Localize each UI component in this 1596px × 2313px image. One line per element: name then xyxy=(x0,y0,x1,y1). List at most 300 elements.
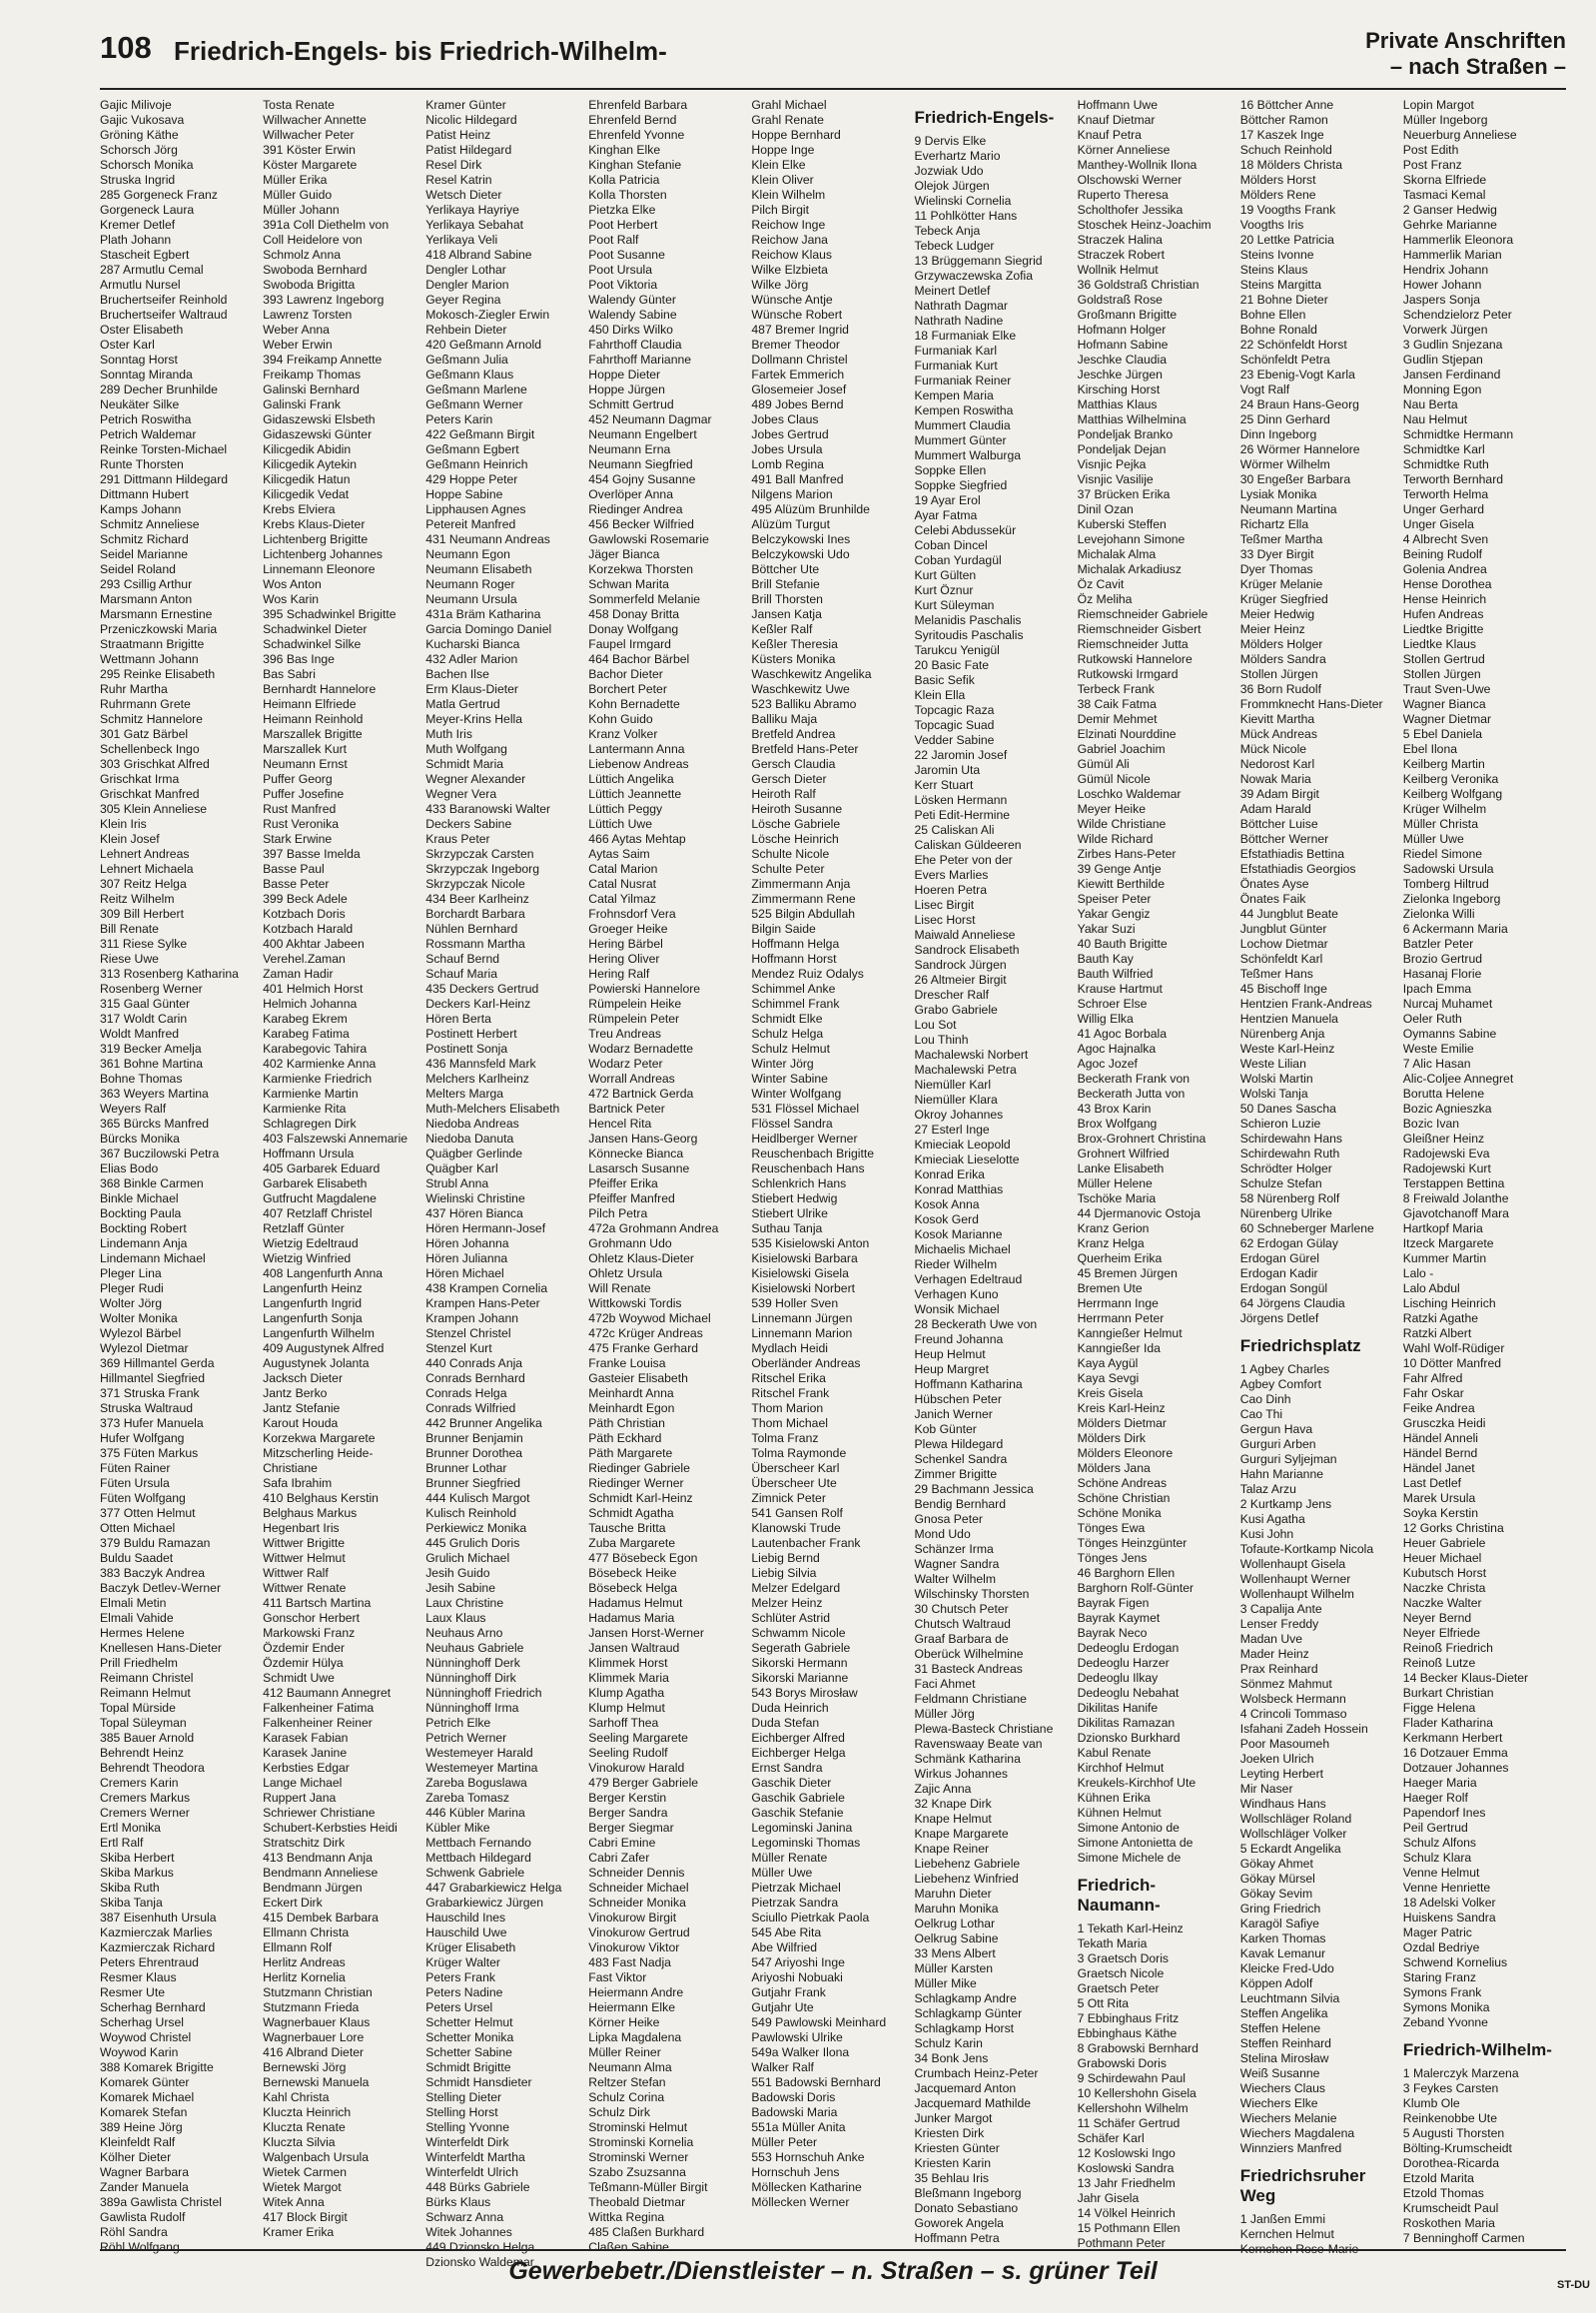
resident-entry: Graetsch Peter xyxy=(1077,1981,1160,1995)
resident-entry: Winnziers Manfred xyxy=(1239,2141,1342,2155)
resident-entry: Woywod Christel xyxy=(100,2030,192,2044)
resident-entry: 40 Bauth Brigitte xyxy=(1077,937,1168,951)
resident-entry: Geßmann Marlene xyxy=(425,383,527,396)
resident-entry: Soppke Ellen xyxy=(914,463,987,477)
resident-entry: Wollenhaupt Gisela xyxy=(1239,1557,1346,1571)
resident-entry: Nathrath Dagmar xyxy=(914,299,1008,313)
resident-entry: Liebenow Andreas xyxy=(588,757,689,771)
resident-entry: Lüttich Angelika xyxy=(588,772,674,786)
resident-entry: Karagöl Safiye xyxy=(1239,1917,1319,1930)
resident-entry: Seidel Roland xyxy=(100,562,176,576)
resident-entry: Adam Harald xyxy=(1239,802,1311,816)
resident-entry: Vorwerk Jürgen xyxy=(1402,323,1488,337)
resident-entry: Tofaute-Kortkamp Nicola xyxy=(1239,1542,1374,1556)
resident-entry: Schetter Helmut xyxy=(425,2015,513,2029)
resident-entry: 10 Kellershohn Gisela xyxy=(1077,2086,1197,2100)
resident-entry: Schmidt Karl-Heinz xyxy=(588,1491,693,1505)
resident-entry: 33 Mens Albert xyxy=(914,1946,996,1960)
resident-entry: Reltzer Stefan xyxy=(588,2075,666,2089)
resident-entry: 60 Schneberger Marlene xyxy=(1239,1221,1374,1235)
resident-entry: Krüger Siegfried xyxy=(1239,592,1328,606)
resident-entry: Schulze Stefan xyxy=(1239,1176,1322,1190)
resident-entry: 2 Kurtkamp Jens xyxy=(1239,1497,1332,1511)
resident-entry: Demir Mehmet xyxy=(1077,712,1158,726)
resident-entry: 393 Lawrenz Ingeborg xyxy=(263,293,385,307)
resident-entry: 400 Akhtar Jabeen xyxy=(263,937,365,951)
resident-entry: Küsters Monika xyxy=(751,652,836,666)
resident-entry: Lange Michael xyxy=(263,1776,343,1790)
resident-entry: Lindemann Anja xyxy=(100,1236,188,1250)
resident-entry: Burkart Christian xyxy=(1402,1686,1494,1700)
resident-entry: Kluczta Heinrich xyxy=(263,2105,352,2119)
resident-entry: Schetter Sabine xyxy=(425,2045,512,2059)
resident-entry: Nedorost Karl xyxy=(1239,757,1315,771)
resident-entry: Neumann Erna xyxy=(588,442,671,456)
resident-entry: Rümpelein Peter xyxy=(588,1012,680,1026)
resident-entry: Hering Oliver xyxy=(588,952,660,966)
resident-entry: Lautenbacher Frank xyxy=(751,1536,861,1550)
resident-entry: Ipach Emma xyxy=(1402,982,1472,996)
resident-entry: 7 Ebbinghaus Fritz xyxy=(1077,2011,1180,2025)
resident-entry: 436 Mannsfeld Mark xyxy=(425,1057,536,1071)
resident-entry: Schulte Nicole xyxy=(751,847,830,861)
resident-entry: Lüttich Peggy xyxy=(588,802,663,816)
resident-entry: Rust Veronika xyxy=(263,817,339,831)
resident-entry: Terworth Bernhard xyxy=(1402,472,1504,486)
resident-entry: Richartz Ella xyxy=(1239,517,1309,531)
resident-entry: Dittmann Hubert xyxy=(100,487,189,501)
resident-entry: Bockting Robert xyxy=(100,1221,187,1235)
resident-entry: Kavak Lemanur xyxy=(1239,1946,1326,1960)
resident-entry: 24 Braun Hans-Georg xyxy=(1239,397,1359,411)
resident-entry: Bohne Ronald xyxy=(1239,323,1317,337)
resident-entry: 39 Adam Birgit xyxy=(1239,787,1319,801)
resident-entry: Herlitz Kornelia xyxy=(263,1970,346,1984)
resident-entry: Lehnert Andreas xyxy=(100,847,190,861)
resident-entry: Teßmer Martha xyxy=(1239,532,1323,546)
resident-entry: 422 Geßmann Birgit xyxy=(425,427,535,441)
resident-entry: Lasarsch Susanne xyxy=(588,1161,690,1175)
resident-entry: Neukäter Silke xyxy=(100,397,180,411)
resident-entry: Efstathiadis Georgios xyxy=(1239,862,1356,876)
resident-entry: Goldstraß Rose xyxy=(1077,293,1163,307)
resident-entry: Schulz Dirk xyxy=(588,2105,650,2119)
resident-entry: Schlenkrich Hans xyxy=(751,1176,847,1190)
resident-entry: Garcia Domingo Daniel xyxy=(425,622,552,636)
resident-entry: Peters Karin xyxy=(425,412,493,426)
resident-entry: Bölting-Krumscheidt xyxy=(1402,2141,1512,2155)
resident-entry: Tolma Franz xyxy=(751,1431,819,1445)
resident-entry: 437 Hören Bianca xyxy=(425,1206,523,1220)
resident-entry: 7 Alic Hasan xyxy=(1402,1057,1471,1071)
resident-entry: Oster Karl xyxy=(100,338,155,352)
resident-entry: Levejohann Simone xyxy=(1077,532,1186,546)
resident-entry: 43 Brox Karin xyxy=(1077,1102,1152,1116)
resident-entry: Soyka Kerstin xyxy=(1402,1506,1478,1520)
resident-entry: Nicolic Hildegard xyxy=(425,113,517,127)
street-heading: Friedrich-Engels- xyxy=(914,108,1055,127)
resident-entry: 5 Augusti Thorsten xyxy=(1402,2126,1505,2140)
resident-entry: Caliskan Güldeeren xyxy=(914,838,1022,852)
resident-entry: Müller Reiner xyxy=(588,2045,661,2059)
resident-entry: 454 Gojny Susanne xyxy=(588,472,696,486)
resident-entry: 389 Heine Jörg xyxy=(100,2120,183,2134)
resident-entry: Großmann Brigitte xyxy=(1077,308,1178,322)
resident-entry: Kempen Maria xyxy=(914,388,994,402)
resident-entry: Gabriel Joachim xyxy=(1077,742,1166,756)
resident-entry: Batzler Peter xyxy=(1402,937,1474,951)
resident-entry: Duda Heinrich xyxy=(751,1701,829,1715)
resident-entry: Marszallek Kurt xyxy=(263,742,348,756)
resident-entry: Kaya Sevgi xyxy=(1077,1371,1140,1385)
resident-entry: Zander Manuela xyxy=(100,2180,189,2194)
resident-entry: Karabeg Ekrem xyxy=(263,1012,348,1026)
resident-entry: Bösebeck Heike xyxy=(588,1566,677,1580)
resident-entry: Brox Wolfgang xyxy=(1077,1117,1158,1131)
resident-entry: Wollschläger Roland xyxy=(1239,1812,1352,1826)
resident-entry: 38 Caik Fatma xyxy=(1077,697,1157,711)
resident-entry: Helmich Johanna xyxy=(263,997,358,1011)
resident-entry: Krebs Klaus-Dieter xyxy=(263,517,366,531)
resident-entry: Teßmer Hans xyxy=(1239,967,1313,981)
resident-entry: Faci Ahmet xyxy=(914,1677,976,1691)
resident-entry: Lichtenberg Johannes xyxy=(263,547,384,561)
resident-entry: Weiß Susanne xyxy=(1239,2066,1320,2080)
resident-entry: Jansen Waltraud xyxy=(588,1641,680,1655)
resident-entry: Claßen Sabine xyxy=(588,2240,669,2254)
resident-entry: Grabarkiewicz Jürgen xyxy=(425,1896,544,1910)
resident-entry: Schubert-Kerbsties Heidi xyxy=(263,1821,398,1835)
resident-entry: Rosenberg Werner xyxy=(100,982,203,996)
resident-entry: Jansen Katja xyxy=(751,607,822,621)
resident-entry: Leyting Herbert xyxy=(1239,1767,1324,1781)
resident-entry: Müller Ingeborg xyxy=(1402,113,1488,127)
resident-entry: Ohletz Ursula xyxy=(588,1266,663,1280)
resident-entry: Bayrak Kaymet xyxy=(1077,1611,1161,1625)
resident-entry: Laux Klaus xyxy=(425,1611,486,1625)
resident-entry: Tebeck Anja xyxy=(914,224,981,238)
resident-entry: 18 Adelski Volker xyxy=(1402,1896,1496,1910)
resident-entry: Wagnerbauer Klaus xyxy=(263,2015,371,2029)
resident-entry: Dikilitas Ramazan xyxy=(1077,1716,1176,1730)
resident-entry: 383 Baczyk Andrea xyxy=(100,1566,206,1580)
resident-entry: Wiechers Magdalena xyxy=(1239,2126,1355,2140)
resident-entry: Stelling Dieter xyxy=(425,2090,502,2104)
resident-entry: Tasmaci Kemal xyxy=(1402,188,1486,202)
resident-entry: Kilicgedik Aytekin xyxy=(263,457,358,471)
directory-columns xyxy=(100,98,1566,2269)
resident-entry: Böttcher Luise xyxy=(1239,817,1318,831)
resident-entry: Yerlikaya Sebahat xyxy=(425,218,523,232)
resident-entry: Berger Siegmar xyxy=(588,1821,674,1835)
resident-entry: Steffen Angelika xyxy=(1239,2006,1328,2020)
resident-entry: Gröning Käthe xyxy=(100,128,179,142)
resident-entry: Schulz Helga xyxy=(751,1027,824,1041)
resident-entry: Haeger Maria xyxy=(1402,1776,1477,1790)
resident-entry: Westemeyer Harald xyxy=(425,1746,533,1760)
resident-entry: Gehrke Marianne xyxy=(1402,218,1497,232)
resident-entry: Lou Sot xyxy=(914,1018,957,1032)
resident-entry: Agbey Comfort xyxy=(1239,1377,1321,1391)
resident-entry: Hornschuh Jens xyxy=(751,2165,840,2179)
resident-entry: Schendzielorz Peter xyxy=(1402,308,1512,322)
resident-entry: Mummert Günter xyxy=(914,433,1007,447)
resident-entry: Faupel Irmgard xyxy=(588,637,671,651)
resident-entry: Ehrenfeld Yvonne xyxy=(588,128,685,142)
resident-entry: Syritoudis Paschalis xyxy=(914,628,1024,642)
resident-entry: Wietzig Winfried xyxy=(263,1251,352,1265)
resident-entry: Schäfer Karl xyxy=(1077,2131,1145,2145)
resident-entry: Agoc Jozef xyxy=(1077,1057,1138,1071)
resident-entry: Kriesten Günter xyxy=(914,2141,1000,2155)
resident-entry: Alüzüm Turgut xyxy=(751,517,830,531)
resident-entry: Yerlikaya Hayriye xyxy=(425,203,519,217)
resident-entry: Reinkenobbe Ute xyxy=(1402,2111,1497,2125)
resident-entry: Schöne Christian xyxy=(1077,1491,1171,1505)
resident-entry: Pawlowski Ulrike xyxy=(751,2030,843,2044)
resident-entry: 317 Woldt Carin xyxy=(100,1012,188,1026)
resident-entry: 45 Bischoff Inge xyxy=(1239,982,1327,996)
resident-entry: Dikilitas Hanife xyxy=(1077,1701,1159,1715)
page-footer: Gewerbebetr./Dienstleister – n. Straßen – s. grüner Teil xyxy=(100,2249,1566,2295)
resident-entry: Herrmann Peter xyxy=(1077,1311,1165,1325)
resident-entry: Furmaniak Reiner xyxy=(914,374,1012,387)
resident-entry: Kisielowski Barbara xyxy=(751,1251,858,1265)
resident-entry: 420 Geßmann Arnold xyxy=(425,338,542,352)
resident-entry: Kmieciak Leopold xyxy=(914,1138,1011,1152)
resident-entry: Weber Erwin xyxy=(263,338,333,352)
resident-entry: Cremers Werner xyxy=(100,1806,190,1820)
resident-entry: 25 Caliskan Ali xyxy=(914,823,995,837)
resident-entry: Teßmann-Müller Birgit xyxy=(588,2180,708,2194)
resident-entry: Geyer Regina xyxy=(425,293,501,307)
resident-entry: Langenfurth Heinz xyxy=(263,1281,363,1295)
resident-entry: Langenfurth Ingrid xyxy=(263,1296,363,1310)
resident-entry: Geßmann Julia xyxy=(425,353,508,367)
resident-entry: 491 Ball Manfred xyxy=(751,472,844,486)
resident-entry: Pleger Lina xyxy=(100,1266,162,1280)
resident-entry: Mölders Jana xyxy=(1077,1461,1151,1475)
resident-entry: Hendrix Johann xyxy=(1402,263,1489,277)
resident-entry: Berger Sandra xyxy=(588,1806,668,1820)
resident-entry: Erdogan Kadir xyxy=(1239,1266,1318,1280)
resident-entry: Bockting Paula xyxy=(100,1206,182,1220)
resident-entry: Petrich Roswitha xyxy=(100,412,192,426)
resident-entry: Coban Yurdagül xyxy=(914,553,1002,567)
resident-entry: 36 Goldstraß Christian xyxy=(1077,278,1199,292)
resident-entry: Weste Emilie xyxy=(1402,1042,1474,1056)
resident-entry: Wylezol Dietmar xyxy=(100,1341,189,1355)
resident-entry: Möllecken Werner xyxy=(751,2195,850,2209)
resident-entry: Catal Yilmaz xyxy=(588,892,657,906)
resident-entry: Schneider Monika xyxy=(588,1896,686,1910)
resident-entry: Venne Henriette xyxy=(1402,1881,1491,1895)
resident-entry: Kreis Karl-Heinz xyxy=(1077,1401,1166,1415)
resident-entry: 36 Born Rudolf xyxy=(1239,682,1321,696)
resident-entry: Kurt Gülten xyxy=(914,568,977,582)
resident-entry: Wollnik Helmut xyxy=(1077,263,1159,277)
resident-entry: Kremer Detlef xyxy=(100,218,176,232)
resident-entry: Riedel Simone xyxy=(1402,847,1483,861)
resident-entry: Schänzer Irma xyxy=(914,1542,994,1556)
resident-entry: Müller Uwe xyxy=(1402,832,1464,846)
resident-entry: Knape Reiner xyxy=(914,1842,990,1856)
resident-entry: Conrads Helga xyxy=(425,1386,507,1400)
resident-entry: Schlagkamp Horst xyxy=(914,2021,1015,2035)
resident-entry: Muth Iris xyxy=(425,727,472,741)
resident-entry: Willig Elka xyxy=(1077,1012,1134,1026)
resident-entry: Oelkrug Sabine xyxy=(914,1931,999,1945)
resident-entry: 26 Wörmer Hannelore xyxy=(1239,442,1360,456)
resident-entry: Mendez Ruiz Odalys xyxy=(751,967,864,981)
resident-entry: Kirchhof Helmut xyxy=(1077,1761,1165,1775)
resident-entry: 429 Hoppe Peter xyxy=(425,472,518,486)
resident-entry: Galinski Frank xyxy=(263,397,341,411)
resident-entry: Zimmermann Rene xyxy=(751,892,856,906)
resident-entry: Mokosch-Ziegler Erwin xyxy=(425,308,550,322)
resident-entry: Hören Michael xyxy=(425,1266,504,1280)
resident-entry: Korzekwa Thorsten xyxy=(588,562,694,576)
resident-entry: Belghaus Markus xyxy=(263,1506,358,1520)
resident-entry: Weste Lilian xyxy=(1239,1057,1306,1071)
resident-entry: Frommknecht Hans-Dieter xyxy=(1239,697,1383,711)
resident-entry: Wietek Carmen xyxy=(263,2165,348,2179)
resident-entry: Müller Erika xyxy=(263,173,328,187)
resident-entry: Conrads Bernhard xyxy=(425,1371,525,1385)
resident-entry: 444 Kulisch Margot xyxy=(425,1491,530,1505)
resident-entry: Kilicgedik Abidin xyxy=(263,442,352,456)
resident-entry: Kummer Martin xyxy=(1402,1251,1487,1265)
resident-entry: 472a Grohmann Andrea xyxy=(588,1221,719,1235)
resident-entry: 433 Baranowski Walter xyxy=(425,802,551,816)
resident-entry: Evers Marlies xyxy=(914,868,989,882)
resident-entry: Maruhn Monika xyxy=(914,1902,999,1916)
resident-entry: Erdogan Gürel xyxy=(1239,1251,1319,1265)
resident-entry: 450 Dirks Wilko xyxy=(588,323,673,337)
resident-entry: Mück Andreas xyxy=(1239,727,1317,741)
resident-entry: Radojewski Kurt xyxy=(1402,1161,1491,1175)
resident-entry: Kubutsch Horst xyxy=(1402,1566,1487,1580)
resident-entry: Bohne Thomas xyxy=(100,1072,183,1086)
resident-entry: Fahr Alfred xyxy=(1402,1371,1463,1385)
resident-entry: Tönges Jens xyxy=(1077,1551,1148,1565)
resident-entry: Barghorn Rolf-Günter xyxy=(1077,1581,1195,1595)
resident-entry: Vinokurow Viktor xyxy=(588,1940,680,1954)
resident-entry: Simone Antonio de xyxy=(1077,1821,1180,1835)
resident-entry: Kazmierczak Richard xyxy=(100,1940,216,1954)
resident-entry: Straczek Halina xyxy=(1077,233,1163,247)
resident-entry: 18 Furmaniak Elke xyxy=(914,329,1017,343)
resident-entry: Plath Johann xyxy=(100,233,172,247)
resident-entry: 37 Brücken Erika xyxy=(1077,487,1171,501)
resident-entry: Erm Klaus-Dieter xyxy=(425,682,518,696)
resident-entry: 391 Köster Erwin xyxy=(263,143,356,157)
resident-entry: Bartnick Peter xyxy=(588,1102,665,1116)
resident-entry: Stelling Horst xyxy=(425,2105,498,2119)
resident-entry: Kreis Gisela xyxy=(1077,1386,1144,1400)
resident-entry: Skiba Tanja xyxy=(100,1896,163,1910)
resident-entry: Kotzbach Harald xyxy=(263,922,354,936)
resident-entry: Schadwinkel Silke xyxy=(263,637,362,651)
resident-entry: Visnjic Vasilije xyxy=(1077,472,1154,486)
resident-entry: Kriesten Karin xyxy=(914,2156,992,2170)
resident-entry: 307 Reitz Helga xyxy=(100,877,187,891)
resident-entry: Karout Houda xyxy=(263,1416,339,1430)
resident-entry: 363 Weyers Martina xyxy=(100,1087,209,1101)
resident-entry: Glosemeier Josef xyxy=(751,383,847,396)
resident-entry: 58 Nürenberg Rolf xyxy=(1239,1191,1340,1205)
resident-entry: Sciullo Pietrkak Paola xyxy=(751,1911,870,1925)
resident-entry: Suthau Tanja xyxy=(751,1221,823,1235)
resident-entry: Schenkel Sandra xyxy=(914,1452,1008,1466)
resident-entry: Schirdewahn Ruth xyxy=(1239,1147,1340,1160)
resident-entry: 394 Freikamp Annette xyxy=(263,353,383,367)
resident-entry: 3 Graetsch Doris xyxy=(1077,1951,1170,1965)
resident-entry: 3 Gudlin Snjezana xyxy=(1402,338,1503,352)
resident-entry: Badowski Maria xyxy=(751,2105,838,2119)
resident-entry: Knellesen Hans-Dieter xyxy=(100,1641,222,1655)
resident-entry: Wünsche Antje xyxy=(751,293,833,307)
resident-entry: Sandrock Jürgen xyxy=(914,958,1007,972)
resident-entry: Zielonka Ingeborg xyxy=(1402,892,1501,906)
resident-entry: Kriesten Dirk xyxy=(914,2126,985,2140)
resident-entry: Pfeiffer Erika xyxy=(588,1176,658,1190)
resident-entry: Zielonka Willi xyxy=(1402,907,1475,921)
resident-entry: Donato Sebastiano xyxy=(914,2201,1019,2215)
resident-entry: Kluczta Renate xyxy=(263,2120,346,2134)
resident-entry: Willwacher Peter xyxy=(263,128,355,142)
resident-entry: Krumscheidt Paul xyxy=(1402,2201,1499,2215)
resident-entry: Rümpelein Heike xyxy=(588,997,682,1011)
resident-entry: 5 Ebel Daniela xyxy=(1402,727,1483,741)
resident-entry: Müller Renate xyxy=(751,1851,828,1865)
resident-entry: Wilke Elzbieta xyxy=(751,263,828,277)
resident-entry: Frohnsdorf Vera xyxy=(588,907,676,921)
resident-entry: Zeband Yvonne xyxy=(1402,2015,1488,2029)
resident-entry: Stiebert Hedwig xyxy=(751,1191,838,1205)
resident-entry: Reuschenbach Hans xyxy=(751,1161,865,1175)
resident-entry: Nurcaj Muhamet xyxy=(1402,997,1493,1011)
resident-entry: Sonntag Horst xyxy=(100,353,178,367)
resident-entry: Furmaniak Karl xyxy=(914,344,998,358)
resident-entry: Hoffmann Petra xyxy=(914,2231,1000,2245)
resident-entry: Herrmann Inge xyxy=(1077,1296,1159,1310)
resident-entry: Brill Stefanie xyxy=(751,577,820,591)
resident-entry: Schuch Reinhold xyxy=(1239,143,1332,157)
resident-entry: Kranz Helga xyxy=(1077,1236,1145,1250)
resident-entry: Kisielowski Gisela xyxy=(751,1266,849,1280)
resident-entry: Ariyoshi Nobuaki xyxy=(751,1970,843,1984)
resident-entry: Verhagen Edeltraud xyxy=(914,1272,1023,1286)
resident-entry: 409 Augustynek Alfred xyxy=(263,1341,385,1355)
resident-entry: Baczyk Detlev-Werner xyxy=(100,1581,222,1595)
resident-entry: 553 Hornschuh Anke xyxy=(751,2150,865,2164)
resident-entry: Wittwer Helmut xyxy=(263,1551,346,1565)
resident-entry: Wilschinsky Thorsten xyxy=(914,1587,1030,1601)
resident-entry: 545 Abe Rita xyxy=(751,1926,822,1939)
resident-entry: Thom Marion xyxy=(751,1401,824,1415)
resident-entry: Gümül Ali xyxy=(1077,757,1130,771)
resident-entry: Cabri Emine xyxy=(588,1836,656,1850)
resident-entry: Zimmer Brigitte xyxy=(914,1467,998,1481)
resident-entry: Groeger Heike xyxy=(588,922,668,936)
resident-entry: Agoc Hajnalka xyxy=(1077,1042,1157,1056)
resident-entry: Kievitt Martha xyxy=(1239,712,1315,726)
resident-entry: Geßmann Heinrich xyxy=(425,457,528,471)
resident-entry: Wilke Jörg xyxy=(751,278,809,292)
resident-entry: Keilberg Veronika xyxy=(1402,772,1499,786)
resident-entry: Mück Nicole xyxy=(1239,742,1307,756)
